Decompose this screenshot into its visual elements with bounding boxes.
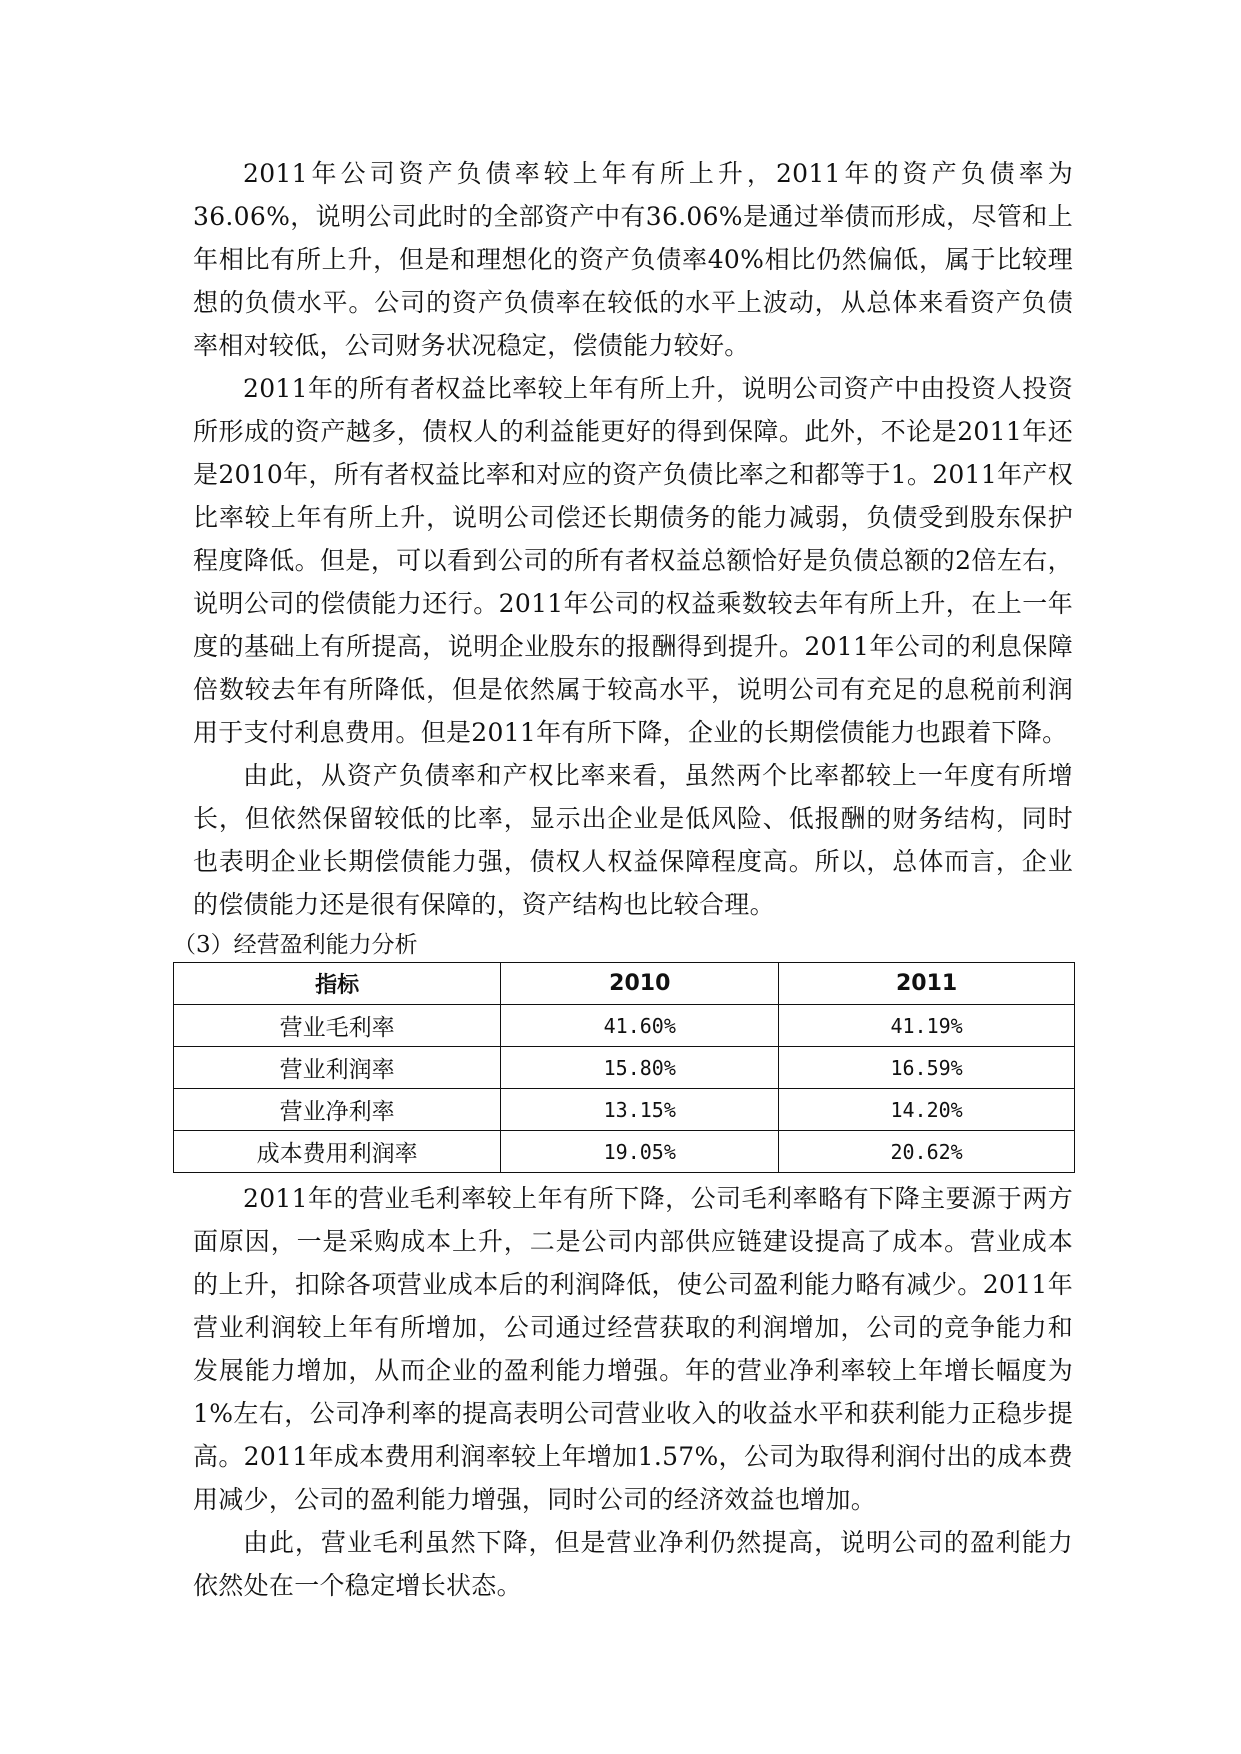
section-heading-profitability: （3）经营盈利能力分析 (173, 932, 418, 958)
document-page (173, 152, 1073, 1607)
paragraph-solvency-summary: 由此，从资产负债率和产权比率来看，虽然两个比率都较上一年度有所增长，但依然保留较低的比率，显示出企业是低风险、低报酬的财务结构，同时也表明企业长期偿债能力强，债权人权益保障程度高。所以，总体而言，企业的偿债能力还是很有保障的，资产结构也比较合理。 (193, 761, 1073, 919)
paragraph-profitability-summary: 由此，营业毛利虽然下降，但是营业净利仍然提高，说明公司的盈利能力依然处在一个稳定增长状态。 (193, 1528, 1073, 1600)
row-label: 营业毛利率 (174, 1005, 501, 1047)
value-2010: 13.15% (501, 1089, 779, 1131)
value-2011: 16.59% (779, 1047, 1075, 1089)
row-label: 成本费用利润率 (174, 1131, 501, 1173)
paragraph-profitability-analysis: 2011年的营业毛利率较上年有所下降，公司毛利率略有下降主要源于两方面原因，一是采购成本上升，二是公司内部供应链建设提高了成本。营业成本的上升，扣除各项营业成本后的利润降低，使公司盈利能力略有减少。2011年营业利润较上年有所增加，公司通过经营获取的利润增加，公司的竞争能力和发展能力增加，从而企业的盈利能力增强。年的营业净利率较上年增长幅度为1%左右，公司净利率的提高表明公司营业收入的收益水平和获利能力正稳步提高。2011年成本费用利润率较上年增加1.57%，公司为取得利润付出的成本费用减少，公司的盈利能力增强，同时公司的经济效益也增加。 (193, 1184, 1073, 1514)
value-2011: 41.19% (779, 1005, 1075, 1047)
value-2011: 14.20% (779, 1089, 1075, 1131)
value-2011: 20.62% (779, 1131, 1075, 1173)
paragraph-debt-ratio: 2011年公司资产负债率较上年有所上升，2011年的资产负债率为36.06%，说明公司此时的全部资产中有36.06%是通过举债而形成，尽管和上年相比有所上升，但是和理想化的资产负债率40%相比仍然偏低，属于比较理想的负债水平。公司的资产负债率在较低的水平上波动，从总体来看资产负债率相对较低，公司财务状况稳定，偿债能力较好。 (193, 159, 1073, 360)
table-row (174, 1047, 1075, 1089)
value-2010: 41.60% (501, 1005, 779, 1047)
table-row (174, 1089, 1075, 1131)
header-year-2011: 2011 (779, 963, 1075, 1005)
row-label: 营业净利率 (174, 1089, 501, 1131)
row-label: 营业利润率 (174, 1047, 501, 1089)
value-2010: 15.80% (501, 1047, 779, 1089)
profitability-table (173, 962, 1075, 1173)
after-table-block (193, 1177, 1073, 1607)
table-row (174, 1005, 1075, 1047)
header-year-2010: 2010 (501, 963, 779, 1005)
header-indicator: 指标 (174, 963, 501, 1005)
table-header-row (174, 963, 1075, 1005)
table-row (174, 1131, 1075, 1173)
value-2010: 19.05% (501, 1131, 779, 1173)
paragraph-equity-ratio: 2011年的所有者权益比率较上年有所上升，说明公司资产中由投资人投资所形成的资产越多，债权人的利益能更好的得到保障。此外，不论是2011年还是2010年，所有者权益比率和对应的资产负债比率之和都等于1。2011年产权比率较上年有所上升，说明公司偿还长期债务的能力减弱，负债受到股东保护程度降低。但是，可以看到公司的所有者权益总额恰好是负债总额的2倍左右，说明公司的偿债能力还行。2011年公司的权益乘数较去年有所上升，在上一年度的基础上有所提高，说明企业股东的报酬得到提升。2011年公司的利息保障倍数较去年有所降低，但是依然属于较高水平，说明公司有充足的息税前利润用于支付利息费用。但是2011年有所下降，企业的长期偿债能力也跟着下降。 (193, 374, 1073, 747)
